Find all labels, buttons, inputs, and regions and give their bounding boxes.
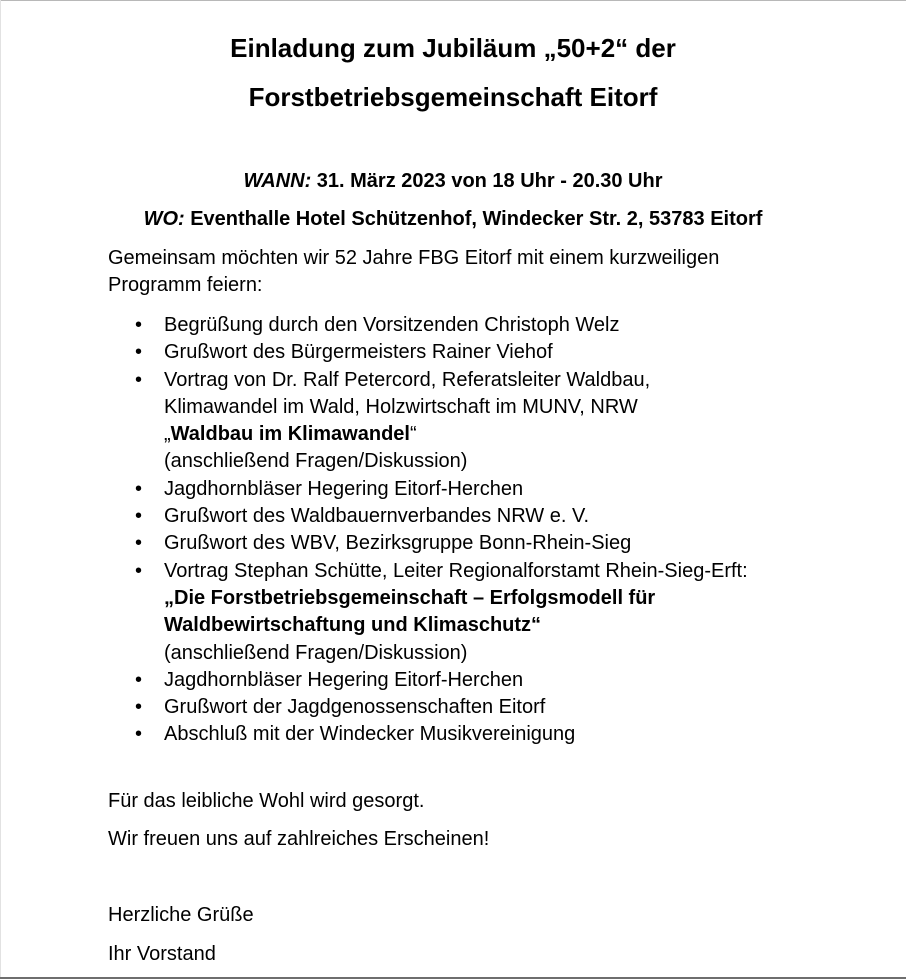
invitation-title-line2: Forstbetriebsgemeinschaft Eitorf bbox=[248, 82, 658, 112]
program-item bbox=[108, 667, 828, 694]
program-item-text: • Grußwort des Bürgermeisters Rainer Viehof bbox=[164, 341, 553, 364]
program-item-note: (anschließend Fragen/Diskussion) bbox=[164, 450, 468, 473]
program-item bbox=[108, 721, 828, 748]
event-when bbox=[0, 170, 906, 193]
program-list bbox=[108, 312, 828, 749]
page-top-border bbox=[0, 0, 906, 1]
program-item-text: • Jagdhornbläser Hegering Eitorf-Herchen bbox=[164, 477, 524, 500]
intro-text bbox=[108, 245, 808, 299]
program-item-text: • Grußwort des WBV, Bezirksgruppe Bonn-Rhein-Sieg bbox=[164, 532, 632, 555]
talk-title-text: Waldbewirtschaftung und Klimaschutz“ bbox=[164, 614, 542, 637]
program-item-text: • Abschluß mit der Windecker Musikvereinigung bbox=[164, 723, 576, 746]
page-left-border bbox=[0, 0, 1, 979]
talk-title-text: Waldbau im Klimawandel bbox=[170, 423, 410, 446]
where-label: WO: bbox=[143, 208, 185, 230]
program-item bbox=[108, 558, 828, 667]
program-item-text: • Grußwort des Waldbauernverbandes NRW e. V. bbox=[164, 505, 590, 528]
program-item bbox=[108, 503, 828, 530]
greeting: Herzliche Grüße bbox=[108, 904, 254, 926]
when-value: 31. März 2023 von 18 Uhr - 20.30 Uhr bbox=[311, 170, 663, 192]
talk-title-text: „Die Forstbetriebsgemeinschaft – Erfolgsmodell für bbox=[164, 586, 656, 609]
program-item-note: (anschließend Fragen/Diskussion) bbox=[164, 641, 468, 664]
program-item-text: • Vortrag von Dr. Ralf Petercord, Referatsleiter Waldbau, bbox=[164, 368, 651, 391]
program-item-text: • Vortrag Stephan Schütte, Leiter Regionalforstamt Rhein-Sieg-Erft: bbox=[164, 559, 748, 582]
signature: Ihr Vorstand bbox=[108, 943, 216, 965]
talk-title bbox=[164, 421, 828, 448]
program-item-text: • Begrüßung durch den Vorsitzenden Christoph Welz bbox=[164, 314, 620, 336]
program-item bbox=[108, 530, 828, 557]
event-where bbox=[0, 208, 906, 231]
intro-line1: Gemeinsam möchten wir 52 Jahre FBG Eitorf mit einem kurzweiligen bbox=[108, 247, 720, 269]
catering-note: Für das leibliche Wohl wird gesorgt. bbox=[108, 790, 425, 812]
invitation-title-line1: Einladung zum Jubiläum „50+2“ der bbox=[230, 33, 676, 63]
program-item bbox=[108, 694, 828, 721]
program-item-text: • Jagdhornbläser Hegering Eitorf-Herchen bbox=[164, 668, 524, 691]
talk-quote-open: „ bbox=[164, 423, 171, 446]
program-item bbox=[108, 312, 828, 339]
program-item bbox=[108, 339, 828, 366]
program-item-text: Klimawandel im Wald, Holzwirtschaft im MUNV, NRW bbox=[164, 395, 638, 418]
looking-forward-note: Wir freuen uns auf zahlreiches Erscheinen! bbox=[108, 828, 490, 850]
when-label: WANN: bbox=[243, 170, 312, 192]
program-item bbox=[108, 476, 828, 503]
program-item-text: • Grußwort der Jagdgenossenschaften Eitorf bbox=[164, 696, 546, 719]
where-value: Eventhalle Hotel Schützenhof, Windecker Str. 2, 53783 Eitorf bbox=[184, 208, 763, 230]
program-item bbox=[108, 367, 828, 476]
intro-line2: Programm feiern: bbox=[108, 274, 263, 296]
talk-quote-close: “ bbox=[409, 423, 417, 446]
